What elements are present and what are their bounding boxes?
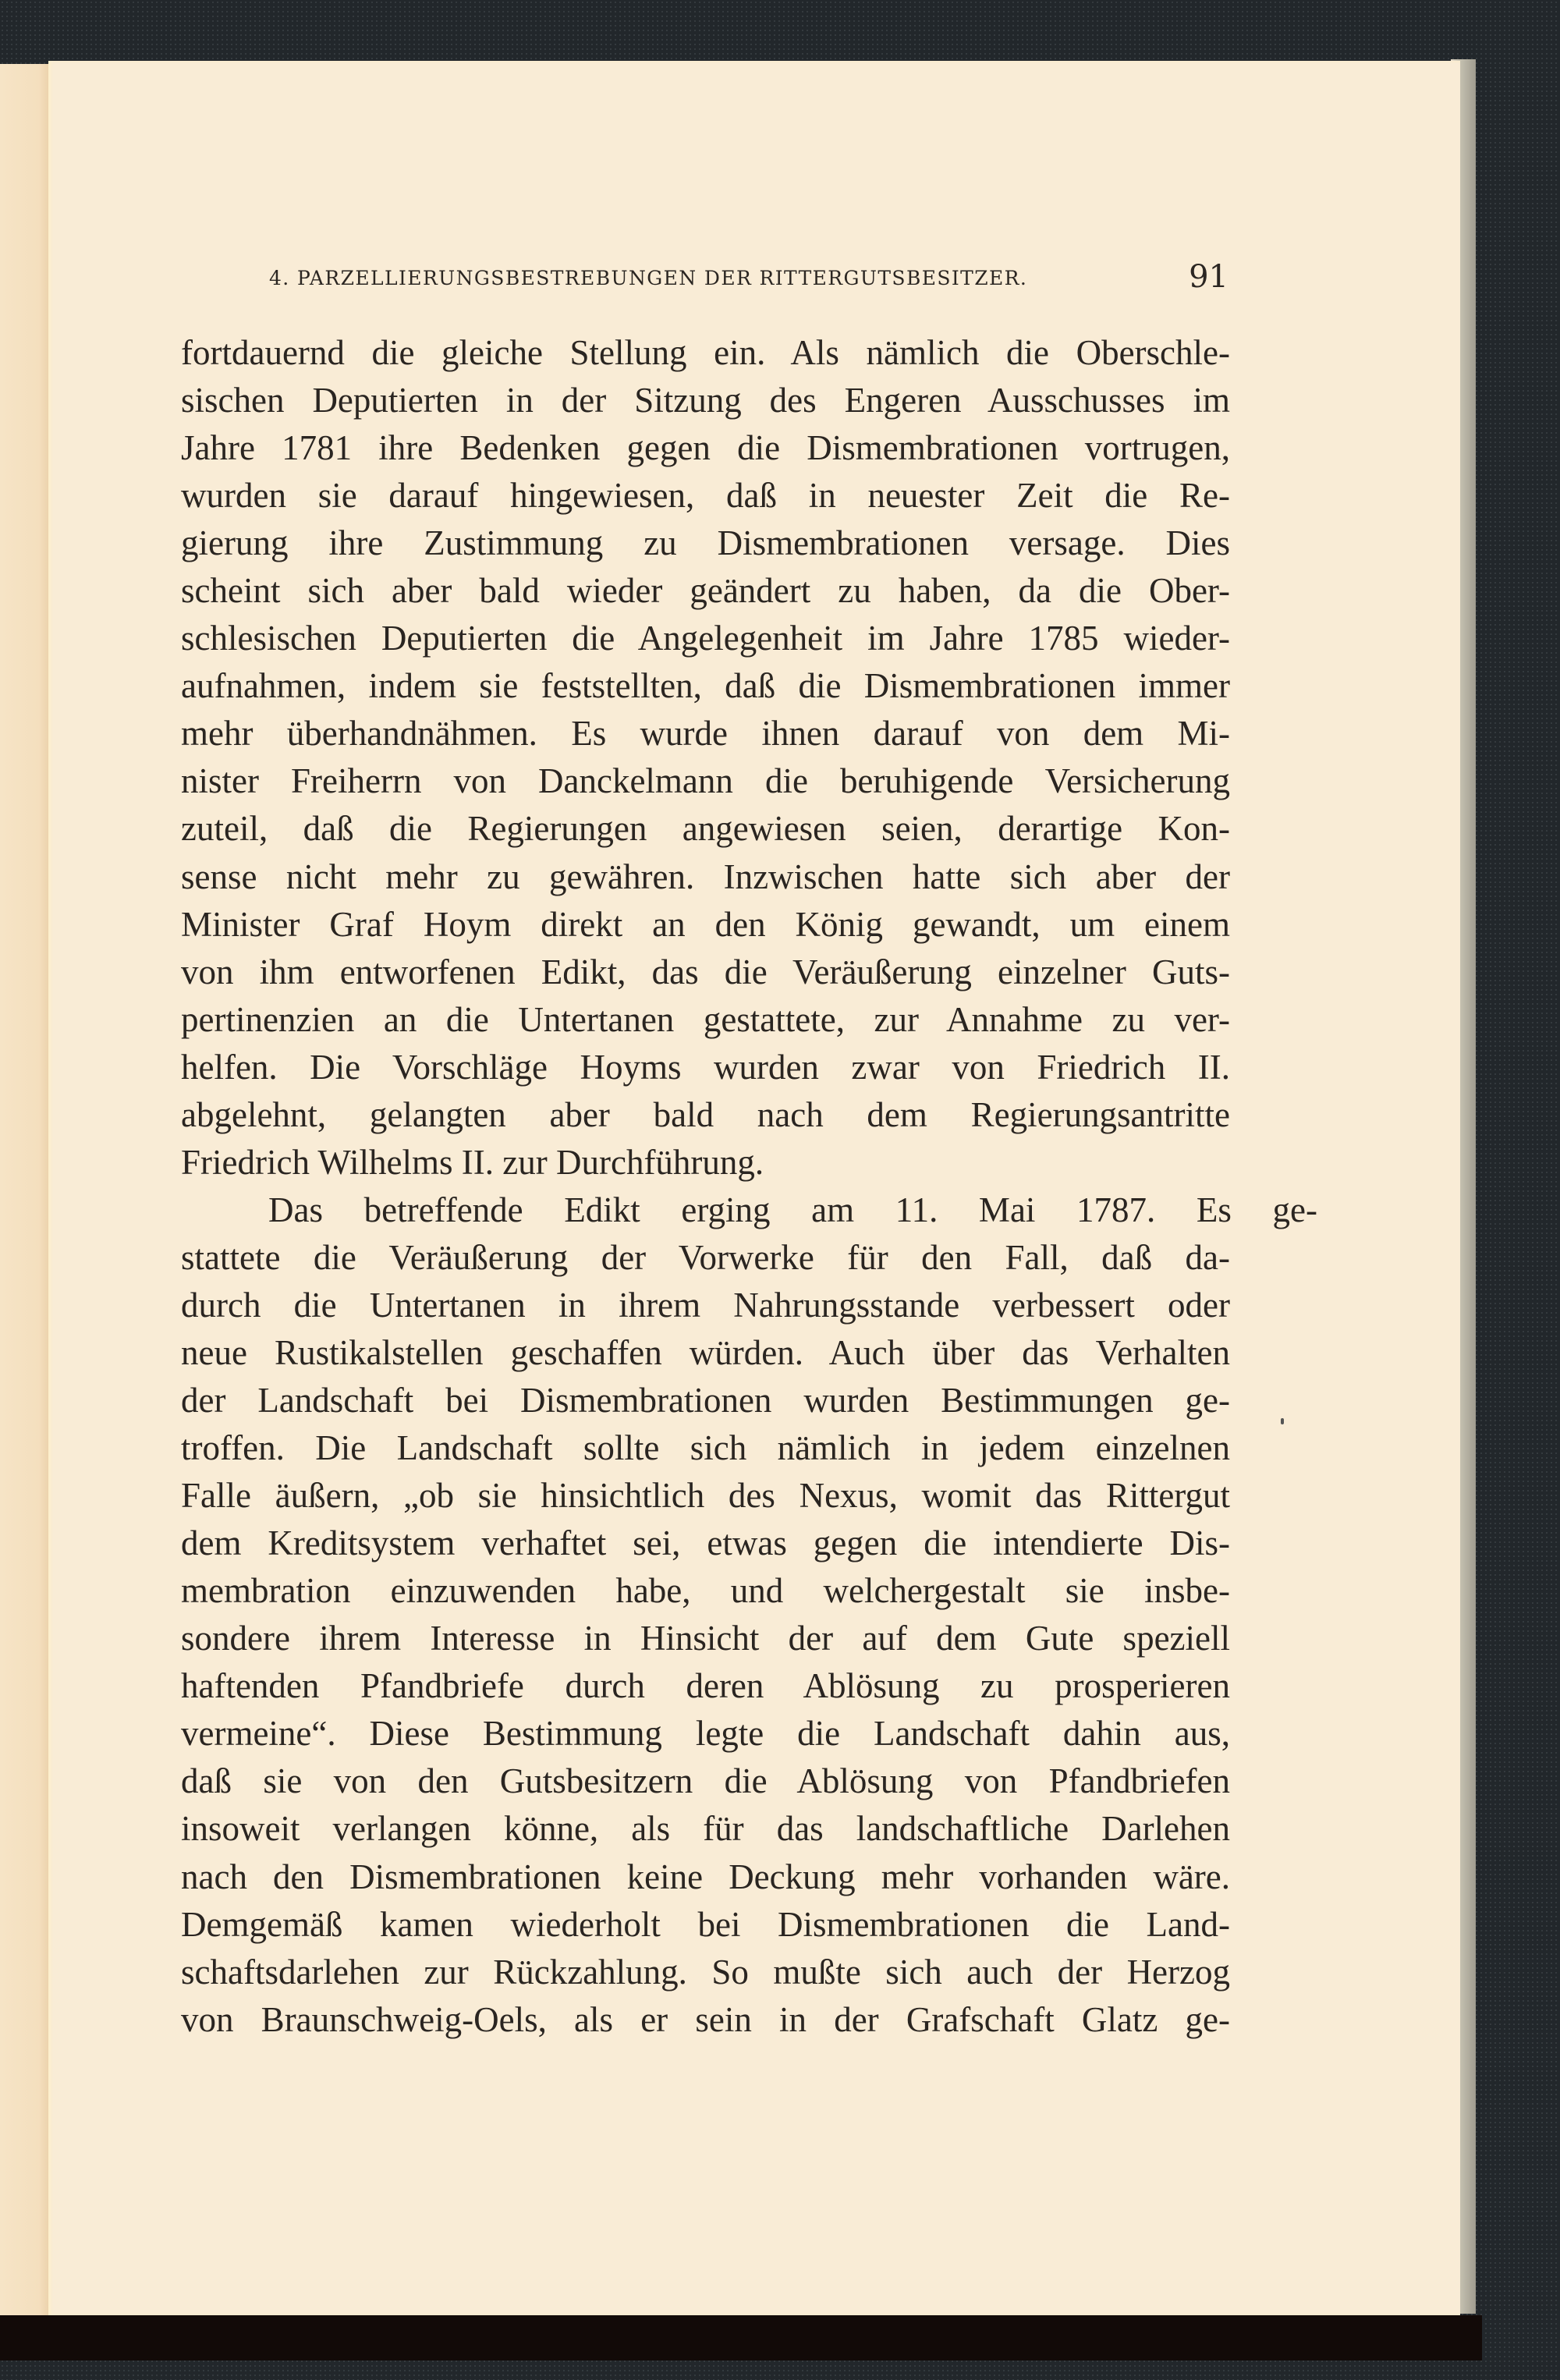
text-line: haftenden Pfandbriefe durch deren Ablösung zu prosperieren	[181, 1666, 1230, 1706]
paragraph-1	[181, 329, 1230, 1186]
text-line: troffen. Die Landschaft sollte sich nämlich in jedem einzelnen	[181, 1428, 1230, 1468]
facing-page-edge	[0, 64, 48, 2318]
running-head	[269, 259, 1228, 298]
text-line: wurden sie darauf hingewiesen, daß in neuester Zeit die Re-	[181, 476, 1230, 516]
text-line: gierung ihre Zustimmung zu Dismembrationen versage. Dies	[181, 523, 1230, 563]
text-line: der Landschaft bei Dismembrationen wurden Bestimmungen ge-	[181, 1381, 1230, 1421]
text-line: Jahre 1781 ihre Bedenken gegen die Dismembrationen vortrugen,	[181, 428, 1230, 468]
text-line: Demgemäß kamen wiederholt bei Dismembrationen die Land-	[181, 1904, 1230, 1944]
text-line: scheint sich aber bald wieder geändert zu haben, da die Ober-	[181, 571, 1230, 611]
text-line: zuteil, daß die Regierungen angewiesen seien, derartige Kon-	[181, 809, 1230, 849]
text-line: insoweit verlangen könne, als für das landschaftliche Darlehen	[181, 1809, 1230, 1849]
text-line: mehr überhandnähmen. Es wurde ihnen darauf von dem Mi-	[181, 714, 1230, 754]
text-line: abgelehnt, gelangten aber bald nach dem Regierungsantritte	[181, 1094, 1230, 1134]
paragraph-2	[181, 1186, 1317, 2044]
page-number: 91	[1189, 259, 1228, 295]
body-text	[181, 329, 1317, 2044]
text-line: sondere ihrem Interesse in Hinsicht der auf dem Gute speziell	[181, 1619, 1230, 1658]
text-line: fortdauernd die gleiche Stellung ein. Als nämlich die Oberschle-	[181, 333, 1230, 372]
text-line: pertinenzien an die Untertanen gestattete, zur Annahme zu ver-	[181, 999, 1230, 1039]
text-line: Das betreffende Edikt erging am 11. Mai 1787. Es ge-	[268, 1190, 1317, 1229]
text-line: vermeine“. Diese Bestimmung legte die Landschaft dahin aus,	[181, 1714, 1230, 1754]
text-line: nister Freiherrn von Danckelmann die beruhigende Versicherung	[181, 761, 1230, 801]
paper-speck	[1281, 1418, 1284, 1424]
text-line: stattete die Veräußerung der Vorwerke für den Fall, daß da-	[181, 1237, 1230, 1277]
text-line: von Braunschweig-Oels, als er sein in der Grafschaft Glatz ge-	[181, 1999, 1230, 2039]
text-line: schaftsdarlehen zur Rückzahlung. So mußte sich auch der Herzog	[181, 1952, 1230, 1992]
text-line: durch die Untertanen in ihrem Nahrungsstande verbessert oder	[181, 1285, 1230, 1325]
text-line: nach den Dismembrationen keine Deckung mehr vorhanden wäre.	[181, 1857, 1230, 1896]
text-line: von ihm entworfenen Edikt, das die Veräußerung einzelner Guts-	[181, 952, 1230, 991]
text-line: aufnahmen, indem sie feststellten, daß die Dismembrationen immer	[181, 666, 1230, 706]
text-line: sense nicht mehr zu gewähren. Inzwischen hatte sich aber der	[181, 857, 1230, 896]
text-line: schlesischen Deputierten die Angelegenheit im Jahre 1785 wieder-	[181, 619, 1230, 658]
running-title: 4. PARZELLIERUNGSBESTREBUNGEN DER RITTERGUTSBESITZER.	[269, 267, 1028, 289]
text-line: helfen. Die Vorschläge Hoyms wurden zwar von Friedrich II.	[181, 1047, 1230, 1087]
text-line: Minister Graf Hoym direkt an den König gewandt, um einem	[181, 904, 1230, 944]
text-line: Friedrich Wilhelms II. zur Durchführung.	[181, 1142, 764, 1182]
text-line: daß sie von den Gutsbesitzern die Ablösung von Pfandbriefen	[181, 1761, 1230, 1801]
text-line: membration einzuwenden habe, und welchergestalt sie insbe-	[181, 1571, 1230, 1611]
text-line: dem Kreditsystem verhaftet sei, etwas gegen die intendierte Dis-	[181, 1523, 1230, 1563]
text-line: sischen Deputierten in der Sitzung des Engeren Ausschusses im	[181, 381, 1230, 420]
book-shadow	[0, 2315, 1482, 2360]
text-line: Falle äußern, „ob sie hinsichtlich des Nexus, womit das Rittergut	[181, 1476, 1230, 1516]
text-line: neue Rustikalstellen geschaffen würden. Auch über das Verhalten	[181, 1332, 1230, 1372]
